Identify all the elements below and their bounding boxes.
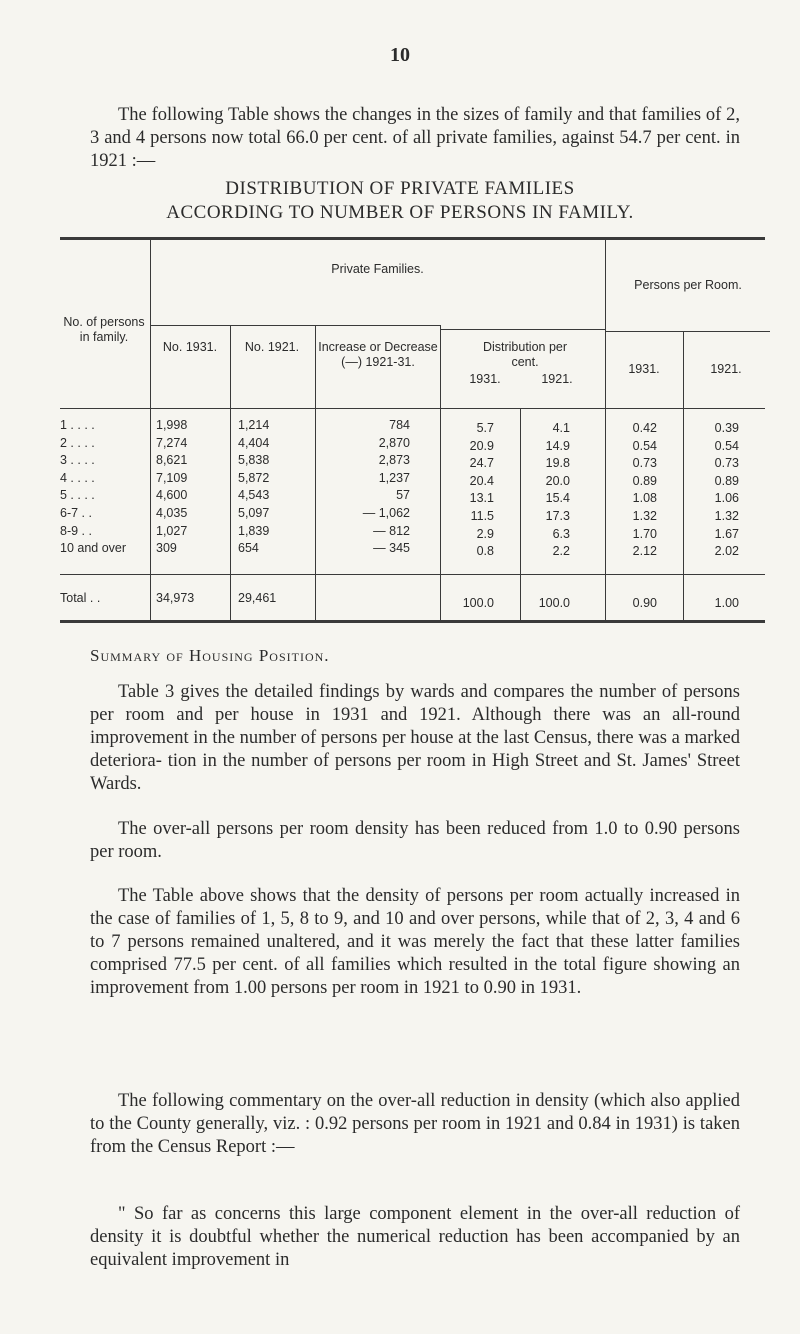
header-room-1931: 1931. [628,362,660,376]
cell-r1931: 0.54 [632,438,657,453]
cell-r1921: 1.06 [714,491,739,506]
cell-d1931: 11.5 [470,509,494,523]
cell-n1921: 1,214 [238,418,270,432]
paragraph-5: " So far as concerns this large component element in the over-all reduction of density it is doubtful whether the numerical reduction has been accompanied by an equivalent improvement in [90,1204,740,1270]
cell-n1921: 5,872 [238,470,270,485]
cell-d1921: 6.3 [552,526,570,541]
header-persons-in-family: No. of persons in family. [63,315,145,344]
page-number: 10 [390,44,410,66]
cell-n1921: 29,461 [238,591,277,605]
paragraph-1: Table 3 gives the detailed findings by wards and compares the number of persons per room and per house in 1931 and 1921. Although there was an all-round improvement in the number of persons per house at the last Census, there was a marked deteriora- tion in the number of persons per room in High Street and St. James' Street Wards. [90,682,740,794]
cell-d1931: 5.7 [476,421,494,435]
cell-n1931: 34,973 [156,591,195,605]
cell-n1931: 7,109 [156,470,188,485]
vrule-1 [150,240,151,620]
header-distribution: Distribution per cent. [482,340,568,369]
cell-d1921: 15.4 [545,491,570,506]
cell-n1931: 1,998 [156,418,188,432]
cell-r1931: 1.32 [632,509,657,523]
cell-inc: 1,237 [378,470,410,485]
cell-inc: — 345 [373,541,410,556]
row-label: 4 . . . . [60,470,95,485]
paragraph-4: The following commentary on the over-all reduction in density (which also applied to the County generally, viz. : 0.92 persons per room in 1921 and 0.84 in 1931) is taken from the Census Report :— [90,1091,740,1157]
cell-n1931: 8,621 [156,453,188,468]
cell-d1931: 0.8 [476,544,494,559]
table-title-line-2: ACCORDING TO NUMBER OF PERSONS IN FAMILY. [166,202,634,223]
header-dist-1921: 1921. [541,372,573,386]
row-label: Total . . [60,591,101,605]
cell-d1931: 100.0 [462,596,494,610]
cell-d1921: 20.0 [545,473,570,488]
cell-n1921: 1,839 [238,523,270,538]
row-label: 5 . . . . [60,488,95,503]
cell-d1931: 24.7 [469,456,494,471]
rule-dist-sub [440,329,605,330]
header-no-1921: No. 1921. [244,340,300,354]
cell-inc: 784 [389,418,410,432]
header-no-1931: No. 1931. [162,340,218,354]
row-label: 8-9 . . [60,523,92,538]
header-dist-1931: 1931. [469,372,501,386]
cell-d1921: 4.1 [552,421,570,435]
summary-heading: Summary of Housing Position. [90,646,330,665]
vrule-3 [315,325,316,620]
cell-r1931: 0.89 [632,473,657,488]
cell-inc: — 1,062 [362,506,410,520]
cell-d1931: 20.4 [469,473,494,488]
table-top-rule [60,237,765,240]
rule-room-sub [605,331,770,332]
vrule-2 [230,325,231,620]
cell-r1921: 0.54 [714,438,739,453]
intro-paragraph: The following Table shows the changes in the sizes of family and that families of 2, 3 and 4 persons now total 66.0 per cent. of all private families, against 54.7 per cent. in 1921 :— [90,105,740,171]
cell-d1921: 17.3 [545,509,570,523]
vrule-4 [440,325,441,620]
cell-n1921: 4,543 [238,488,270,503]
row-label: 6-7 . . [60,506,92,520]
paragraph-2: The over-all persons per room density has been reduced from 1.0 to 0.90 persons per room. [90,819,740,862]
header-room-1921: 1921. [710,362,742,376]
row-label: 2 . . . . [60,435,95,450]
cell-r1931: 1.70 [632,526,657,541]
cell-inc: 2,870 [378,435,410,450]
row-label: 10 and over [60,541,127,556]
cell-d1931: 13.1 [469,491,494,506]
row-label: 1 . . . . [60,418,95,432]
cell-r1931: 2.12 [632,544,657,559]
cell-r1921: 0.39 [714,421,739,435]
cell-n1931: 309 [156,541,177,556]
rule-header-bottom [60,408,765,409]
cell-inc: 2,873 [378,453,410,468]
paragraph-3: The Table above shows that the density of persons per room actually increased in the case of families of 1, 5, 8 to 9, and 10 and over persons, while that of 2, 3, 4 and 6 to 7 persons remained unaltered, and it was merely the fact that these latter families comprised 77.5 per cent. of all families which resulted in the total figure showing an improvement from 1.00 persons per room in 1921 to 0.90 in 1931. [90,886,740,998]
header-private-families: Private Families. [331,262,424,276]
cell-d1921: 19.8 [545,456,570,471]
cell-d1921: 100.0 [538,596,570,610]
cell-d1921: 14.9 [545,438,570,453]
rule-total-top [60,574,765,575]
cell-n1931: 4,035 [156,506,188,520]
cell-r1931: 1.08 [632,491,657,506]
cell-n1931: 4,600 [156,488,188,503]
cell-r1921: 0.89 [714,473,739,488]
header-persons-per-room: Persons per Room. [634,278,742,292]
header-increase-decrease: Increase or Decrease (—) 1921-31. [318,340,438,369]
cell-r1921: 1.00 [714,596,739,610]
cell-r1931: 0.42 [632,421,657,435]
cell-n1921: 4,404 [238,435,270,450]
cell-n1921: 5,097 [238,506,270,520]
cell-d1931: 20.9 [469,438,494,453]
cell-n1921: 5,838 [238,453,270,468]
cell-n1931: 1,027 [156,523,188,538]
rule-private-sub [150,325,440,326]
cell-r1931: 0.90 [632,596,657,610]
cell-r1921: 1.67 [714,526,739,541]
cell-inc: — 812 [373,523,410,538]
cell-r1931: 0.73 [632,456,657,471]
table-bottom-rule [60,620,765,623]
cell-n1931: 7,274 [156,435,188,450]
cell-r1921: 2.02 [714,544,739,559]
cell-r1921: 1.32 [714,509,739,523]
cell-inc: 57 [396,488,410,503]
cell-d1931: 2.9 [476,526,494,541]
cell-r1921: 0.73 [714,456,739,471]
row-label: 3 . . . . [60,453,95,468]
cell-d1921: 2.2 [552,544,570,559]
cell-n1921: 654 [238,541,259,556]
table-title-line-1: DISTRIBUTION OF PRIVATE FAMILIES [225,178,575,199]
